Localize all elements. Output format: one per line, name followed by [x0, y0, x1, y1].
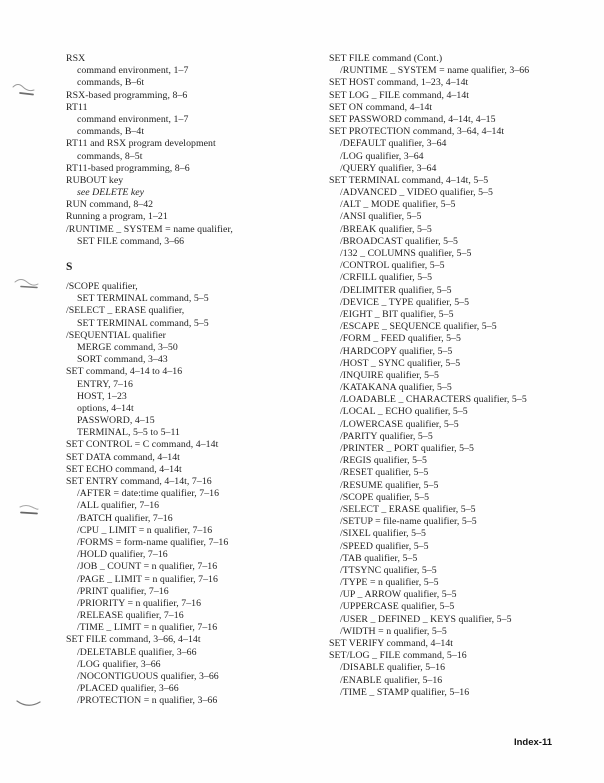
- index-entry: SET ECHO command, 4–14t: [66, 463, 182, 475]
- margin-pen-mark: [13, 276, 41, 292]
- index-entry: /NOCONTIGUOUS qualifier, 3–66: [77, 671, 219, 682]
- index-entry: TERMINAL, 5–5 to 5–11: [77, 427, 181, 439]
- index-column-left: [66, 53, 324, 708]
- index-entry: SET ON command, 4–14t: [329, 101, 433, 113]
- index-entry: SET DATA command, 4–14t: [66, 451, 180, 463]
- index-entry: commands, B–4t: [77, 126, 145, 138]
- index-entry: /HARDCOPY qualifier, 5–5: [340, 345, 453, 357]
- index-entry: SET TERMINAL command, 4–14t, 5–5: [329, 174, 489, 186]
- index-entry: SET ENTRY command, 4–14t, 7–16: [66, 476, 212, 487]
- index-entry: SET TERMINAL command, 5–5: [77, 317, 209, 329]
- index-entry: /SETUP = file-name qualifier, 5–5: [340, 516, 477, 528]
- index-entry: SET FILE command (Cont.): [329, 53, 443, 64]
- index-entry: /EIGHT _ BIT qualifier, 5–5: [340, 308, 454, 320]
- index-entry: /RELEASE qualifier, 7–16: [77, 610, 184, 622]
- index-entry: /TAB qualifier, 5–5: [340, 552, 418, 564]
- index-entry: /TYPE = n qualifier, 5–5: [340, 577, 439, 589]
- index-entry: /USER _ DEFINED _ KEYS qualifier, 5–5: [340, 613, 512, 625]
- index-entry: /REGIS qualifier, 5–5: [340, 455, 427, 467]
- index-entry: /PRINTER _ PORT qualifier, 5–5: [340, 443, 474, 454]
- index-entry: /AFTER = date:time qualifier, 7–16: [77, 488, 220, 500]
- index-entry: /BROADCAST qualifier, 5–5: [340, 235, 458, 247]
- index-entry: /132 _ COLUMNS qualifier, 5–5: [340, 248, 472, 259]
- index-entry: RUBOUT key: [66, 174, 124, 186]
- index-entry: /LOG qualifier, 3–64: [340, 150, 424, 162]
- index-entry: /DEVICE _ TYPE qualifier, 5–5: [340, 296, 470, 308]
- index-entry: /ESCAPE _ SEQUENCE qualifier, 5–5: [340, 321, 497, 333]
- index-entry: /PRIORITY = n qualifier, 7–16: [77, 597, 202, 609]
- index-entry: /ANSI qualifier, 5–5: [340, 211, 422, 223]
- index-entry: SORT command, 3–43: [77, 354, 168, 366]
- index-entry: /ENABLE qualifier, 5–16: [340, 674, 443, 686]
- index-entry: SET VERIFY command, 4–14t: [329, 638, 454, 649]
- index-entry: /SIXEL qualifier, 5–5: [340, 528, 426, 540]
- index-entry: /TTSYNC qualifier, 5–5: [340, 564, 437, 576]
- index-entry: /RESET qualifier, 5–5: [340, 467, 429, 479]
- margin-pen-mark: [11, 81, 37, 99]
- index-entry: /HOST _ SYNC qualifier, 5–5: [340, 357, 461, 369]
- index-entry: RT11: [66, 101, 88, 113]
- index-entry: options, 4–14t: [77, 402, 134, 414]
- index-entry: SET PASSWORD command, 4–14t, 4–15: [329, 113, 496, 125]
- index-entry: /RUNTIME _ SYSTEM = name qualifier, 3–66: [340, 65, 530, 77]
- index-entry: RT11 and RSX program development: [66, 138, 216, 150]
- index-entry: /SCOPE qualifier, 5–5: [340, 491, 430, 503]
- index-entry: SET command, 4–14 to 4–16: [66, 366, 183, 378]
- index-entry: SET FILE command, 3–66, 4–14t: [66, 634, 201, 646]
- index-entry: HOST, 1–23: [77, 390, 127, 402]
- index-entry: /BREAK qualifier, 5–5: [340, 223, 432, 235]
- index-entry: /INQUIRE qualifier, 5–5: [340, 369, 439, 381]
- index-entry: /QUERY qualifier, 3–64: [340, 162, 437, 174]
- margin-pen-mark: [15, 698, 43, 711]
- index-column-right: [329, 53, 599, 699]
- index-entry: ENTRY, 7–16: [77, 378, 133, 390]
- index-entry: /CPU _ LIMIT = n qualifier, 7–16: [77, 524, 213, 536]
- index-entry: see DELETE key: [77, 187, 145, 199]
- index-entry: /FORMS = form-name qualifier, 7–16: [77, 536, 229, 548]
- index-entry: /CRFILL qualifier, 5–5: [340, 272, 433, 284]
- index-entry: /SELECT _ ERASE qualifier,: [66, 305, 185, 317]
- index-entry: /RUNTIME _ SYSTEM = name qualifier,: [66, 223, 233, 235]
- index-entry: /LOG qualifier, 3–66: [77, 658, 161, 670]
- index-entry: /UPPERCASE qualifier, 5–5: [340, 601, 455, 613]
- index-entry: RUN command, 8–42: [66, 199, 154, 211]
- index-entry: /BATCH qualifier, 7–16: [77, 512, 173, 524]
- index-entry: /PAGE _ LIMIT = n qualifier, 7–16: [77, 573, 218, 585]
- margin-pen-mark: [17, 503, 41, 518]
- index-entry: /LOADABLE _ CHARACTERS qualifier, 5–5: [340, 394, 527, 406]
- index-entry: /RESUME qualifier, 5–5: [340, 479, 439, 491]
- index-entry: /DISABLE qualifier, 5–16: [340, 662, 446, 674]
- index-entry: /DEFAULT qualifier, 3–64: [340, 138, 447, 150]
- index-entry: /SCOPE qualifier,: [66, 281, 138, 292]
- index-entry: /JOB _ COUNT = n qualifier, 7–16: [77, 561, 218, 573]
- index-entry: /PLACED qualifier, 3–66: [77, 683, 179, 695]
- index-entry: /PRINT qualifier, 7–16: [77, 585, 169, 597]
- index-entry: /WIDTH = n qualifier, 5–5: [340, 625, 447, 637]
- index-entry: /UP _ ARROW qualifier, 5–5: [340, 589, 457, 601]
- index-entry: SET LOG _ FILE command, 4–14t: [329, 89, 470, 101]
- index-entry: RSX: [66, 53, 86, 64]
- index-entry: /TIME _ STAMP qualifier, 5–16: [340, 686, 470, 698]
- index-entry: /ALT _ MODE qualifier, 5–5: [340, 199, 456, 211]
- index-entry: /FORM _ FEED qualifier, 5–5: [340, 333, 461, 345]
- index-entry: SET HOST command, 1–23, 4–14t: [329, 77, 469, 89]
- index-entry: SET PROTECTION command, 3–64, 4–14t: [329, 126, 505, 138]
- index-entry: SET CONTROL = C command, 4–14t: [66, 439, 219, 451]
- index-entry: /SELECT _ ERASE qualifier, 5–5: [340, 503, 476, 515]
- index-entry: RT11-based programming, 8–6: [66, 162, 190, 174]
- index-entry: /KATAKANA qualifier, 5–5: [340, 382, 452, 394]
- index-entry: PASSWORD, 4–15: [77, 415, 155, 427]
- index-entry: /SPEED qualifier, 5–5: [340, 540, 429, 552]
- index-entry: MERGE command, 3–50: [77, 341, 178, 353]
- index-entry: SET TERMINAL command, 5–5: [77, 293, 209, 305]
- index-entry: Running a program, 1–21: [66, 211, 168, 223]
- index-entry: command environment, 1–7: [77, 113, 189, 125]
- index-entry: /PROTECTION = n qualifier, 3–66: [77, 695, 218, 707]
- index-entry: /DELETABLE qualifier, 3–66: [77, 646, 197, 658]
- index-entry: /HOLD qualifier, 7–16: [77, 549, 168, 561]
- index-entry: commands, B–6t: [77, 77, 145, 89]
- index-entry: command environment, 1–7: [77, 65, 189, 77]
- index-entry: /ADVANCED _ VIDEO qualifier, 5–5: [340, 187, 493, 199]
- index-entry: /DELIMITER qualifier, 5–5: [340, 284, 452, 296]
- index-entry: SET FILE command, 3–66: [77, 235, 185, 247]
- index-entry: /CONTROL qualifier, 5–5: [340, 260, 445, 272]
- index-entry: RSX-based programming, 8–6: [66, 89, 188, 101]
- page-number: Index-11: [513, 737, 552, 748]
- section-heading: S: [66, 261, 73, 273]
- index-entry: /LOWERCASE qualifier, 5–5: [340, 418, 459, 430]
- index-entry: /PARITY qualifier, 5–5: [340, 430, 433, 442]
- index-entry: /LOCAL _ ECHO qualifier, 5–5: [340, 406, 468, 418]
- index-entry: commands, 8–5t: [77, 150, 143, 162]
- index-entry: SET/LOG _ FILE command, 5–16: [329, 650, 467, 662]
- index-entry: /SEQUENTIAL qualifier: [66, 329, 166, 341]
- index-entry: /TIME _ LIMIT = n qualifier, 7–16: [77, 622, 218, 634]
- index-entry: /ALL qualifier, 7–16: [77, 500, 160, 512]
